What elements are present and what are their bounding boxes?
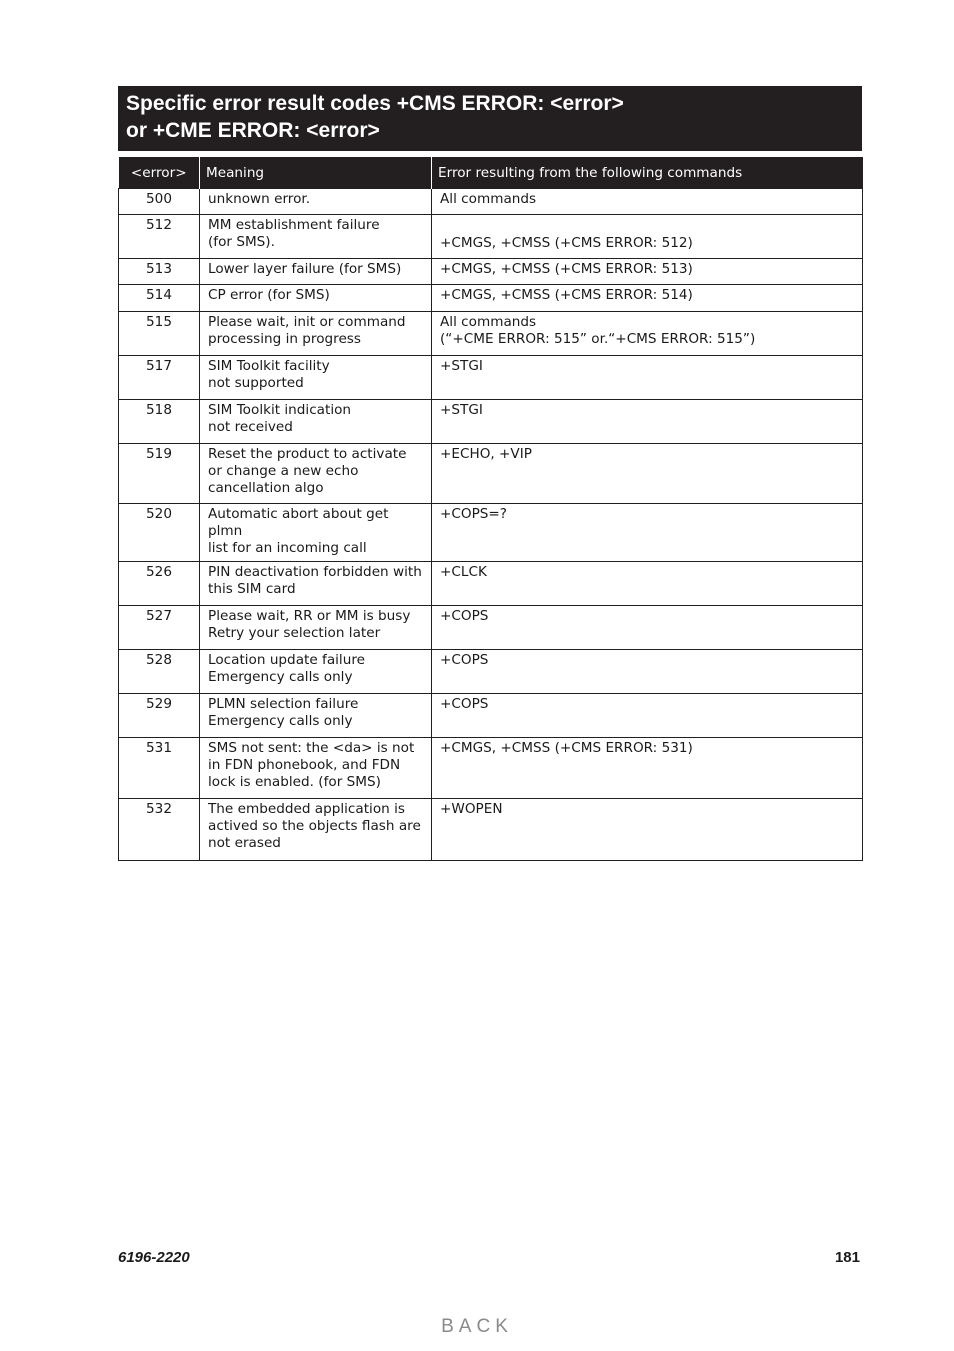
error-code: 513 <box>119 259 200 285</box>
table-row <box>119 189 863 215</box>
error-commands: +WOPEN <box>432 799 863 861</box>
error-commands: +CMGS, +CMSS (+CMS ERROR: 514) <box>432 285 863 312</box>
error-meaning: Automatic abort about get plmn list for an incoming call <box>200 504 432 562</box>
error-code: 514 <box>119 285 200 312</box>
error-code: 527 <box>119 606 200 650</box>
error-meaning: SMS not sent: the <da> is not in FDN phonebook, and FDN lock is enabled. (for SMS) <box>200 738 432 799</box>
error-commands: +COPS <box>432 694 863 738</box>
error-code: 520 <box>119 504 200 562</box>
error-commands: +COPS <box>432 650 863 694</box>
error-commands: +CMGS, +CMSS (+CMS ERROR: 512) <box>432 215 863 259</box>
header-commands: Error resulting from the following commands <box>432 157 863 189</box>
header-error: <error> <box>119 157 200 189</box>
table-row <box>119 694 863 738</box>
error-code: 528 <box>119 650 200 694</box>
error-meaning: Location update failure Emergency calls only <box>200 650 432 694</box>
error-commands: +STGI <box>432 400 863 444</box>
error-meaning: Lower layer failure (for SMS) <box>200 259 432 285</box>
error-code: 515 <box>119 312 200 356</box>
error-code: 531 <box>119 738 200 799</box>
error-meaning: The embedded application is actived so the objects flash are not erased <box>200 799 432 861</box>
error-commands: All commands (“+CME ERROR: 515” or.“+CMS ERROR: 515”) <box>432 312 863 356</box>
error-meaning: PIN deactivation forbidden with this SIM card <box>200 562 432 606</box>
table-row <box>119 400 863 444</box>
page-number: 181 <box>834 1249 860 1266</box>
back-link[interactable]: BACK <box>441 1316 513 1337</box>
table-row <box>119 285 863 312</box>
table-row <box>119 444 863 504</box>
error-commands: +ECHO, +VIP <box>432 444 863 504</box>
header-meaning: Meaning <box>200 157 432 189</box>
table-row <box>119 606 863 650</box>
section-title-line-1: Specific error result codes +CMS ERROR: <error> <box>126 92 624 115</box>
error-meaning: SIM Toolkit indication not received <box>200 400 432 444</box>
error-code: 500 <box>119 189 200 215</box>
document-number: 6196-2220 <box>118 1249 190 1266</box>
table-row <box>119 650 863 694</box>
error-meaning: CP error (for SMS) <box>200 285 432 312</box>
error-codes-table <box>118 157 863 861</box>
table-row <box>119 504 863 562</box>
section-title-line-2: or +CME ERROR: <error> <box>126 119 380 142</box>
error-commands: +CMGS, +CMSS (+CMS ERROR: 513) <box>432 259 863 285</box>
table-row <box>119 259 863 285</box>
error-commands: +CLCK <box>432 562 863 606</box>
section-title <box>118 86 862 151</box>
error-meaning: unknown error. <box>200 189 432 215</box>
table-row <box>119 738 863 799</box>
error-commands: +CMGS, +CMSS (+CMS ERROR: 531) <box>432 738 863 799</box>
table-row <box>119 215 863 259</box>
error-meaning: SIM Toolkit facility not supported <box>200 356 432 400</box>
error-code: 519 <box>119 444 200 504</box>
table-row <box>119 799 863 861</box>
error-meaning: PLMN selection failure Emergency calls only <box>200 694 432 738</box>
table-row <box>119 562 863 606</box>
error-code: 512 <box>119 215 200 259</box>
error-meaning: Please wait, RR or MM is busy Retry your selection later <box>200 606 432 650</box>
error-meaning: MM establishment failure (for SMS). <box>200 215 432 259</box>
error-commands: +COPS <box>432 606 863 650</box>
error-code: 526 <box>119 562 200 606</box>
error-code: 517 <box>119 356 200 400</box>
table-row <box>119 312 863 356</box>
error-code: 532 <box>119 799 200 861</box>
error-code: 529 <box>119 694 200 738</box>
error-code: 518 <box>119 400 200 444</box>
table-row <box>119 356 863 400</box>
error-meaning: Please wait, init or command processing in progress <box>200 312 432 356</box>
error-commands: +STGI <box>432 356 863 400</box>
error-commands: +COPS=? <box>432 504 863 562</box>
error-commands: All commands <box>432 189 863 215</box>
table-header-row <box>119 157 863 189</box>
error-meaning: Reset the product to activate or change a new echo cancellation algo <box>200 444 432 504</box>
